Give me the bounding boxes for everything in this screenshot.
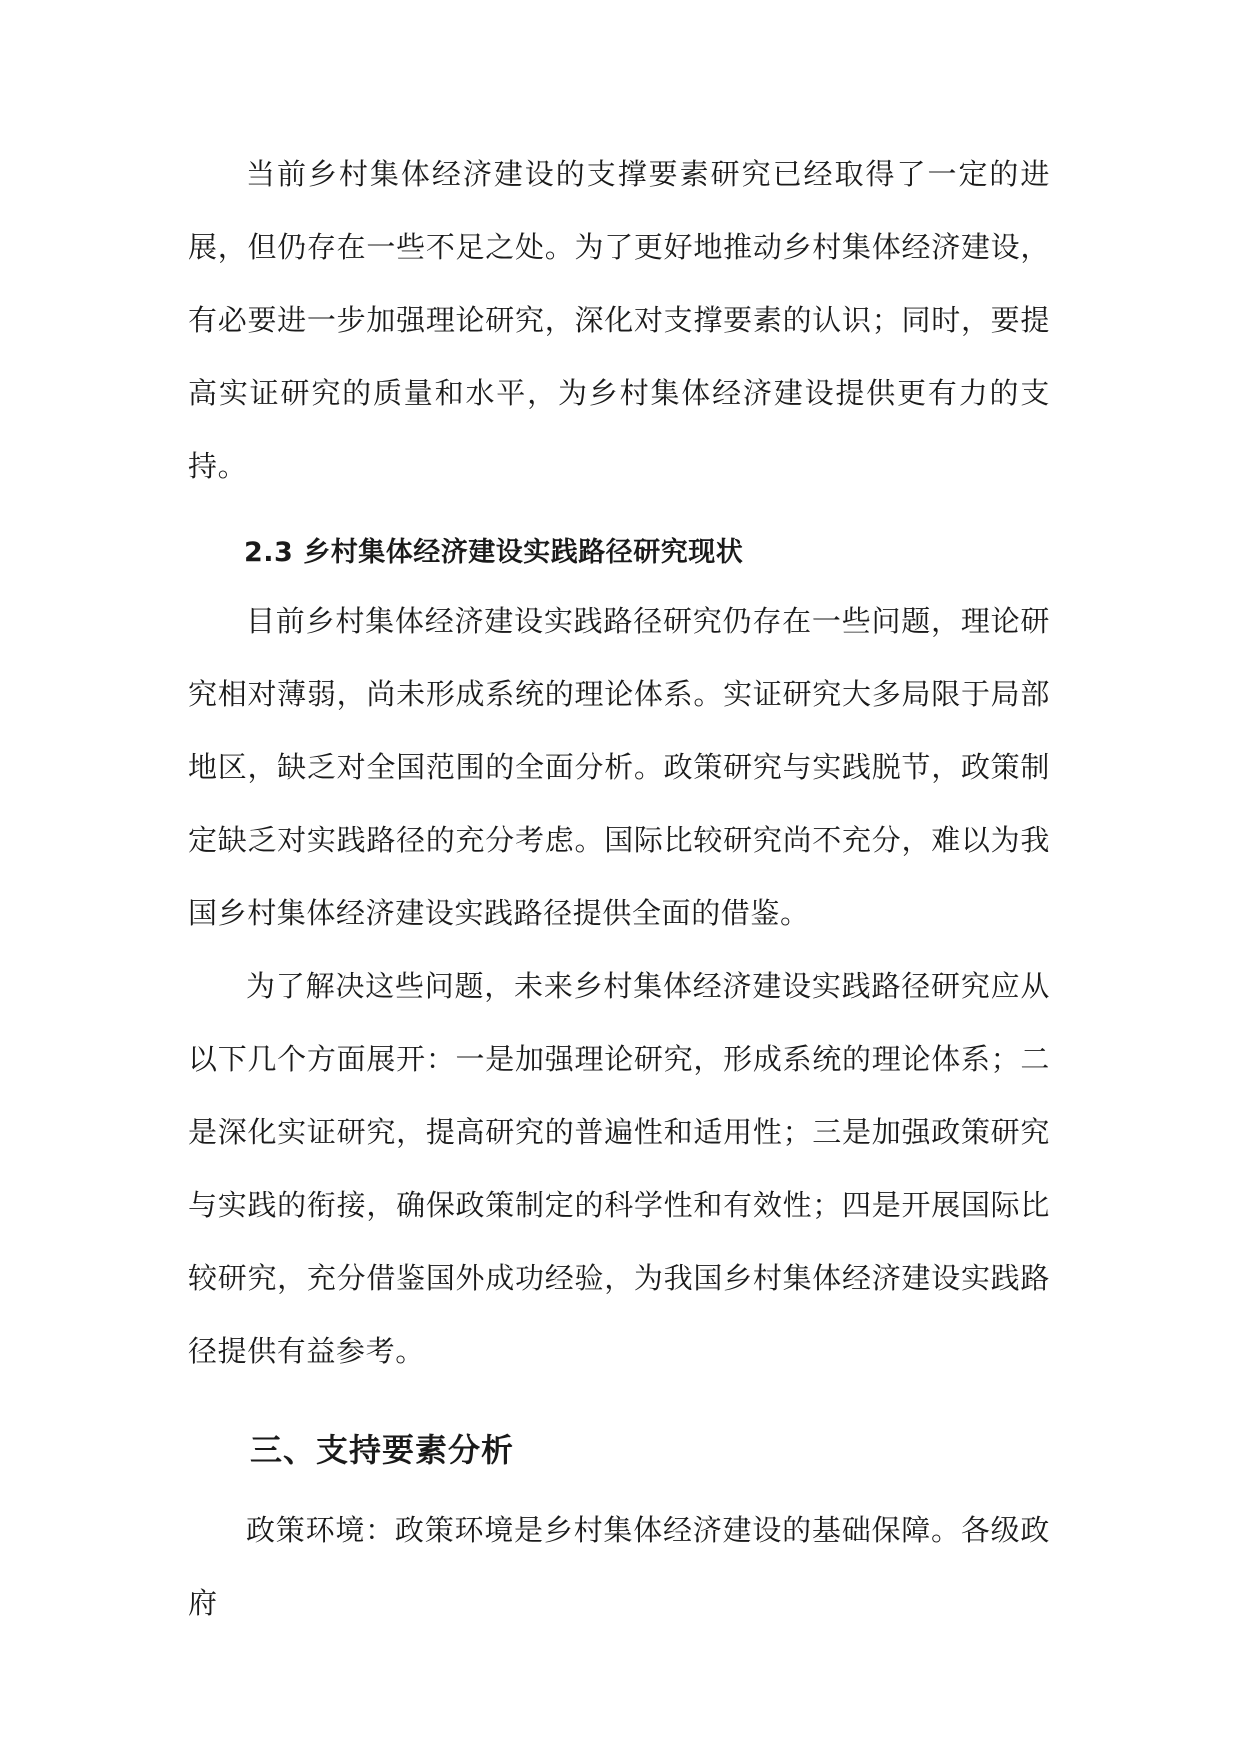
chapter-heading-3: 三、支持要素分析 [250,1431,515,1469]
paragraph-policy-environment: 政策环境：政策环境是乡村集体经济建设的基础保障。各级政府 [188,1513,1050,1620]
section-heading-2-3: 2.3 乡村集体经济建设实践路径研究现状 [244,537,744,568]
paragraph-support-elements-summary: 当前乡村集体经济建设的支撑要素研究已经取得了一定的进展，但仍存在一些不足之处。为了更好地推动乡村集体经济建设，有必要进一步加强理论研究，深化对支撑要素的认识；同时，要提高实证研究的质量和水平，为乡村集体经济建设提供更有力的支持。 [188,157,1050,483]
paragraph-future-research-directions: 为了解决这些问题，未来乡村集体经济建设实践路径研究应从以下几个方面展开：一是加强理论研究，形成系统的理论体系；二是深化实证研究，提高研究的普遍性和适用性；三是加强政策研究与实践的衔接，确保政策制定的科学性和有效性；四是开展国际比较研究，充分借鉴国外成功经验，为我国乡村集体经济建设实践路径提供有益参考。 [188,969,1050,1368]
document-body [188,138,1050,1640]
paragraph-practice-path-problems: 目前乡村集体经济建设实践路径研究仍存在一些问题，理论研究相对薄弱，尚未形成系统的理论体系。实证研究大多局限于局部地区，缺乏对全国范围的全面分析。政策研究与实践脱节，政策制定缺乏对实践路径的充分考虑。国际比较研究尚不充分，难以为我国乡村集体经济建设实践路径提供全面的借鉴。 [188,604,1050,930]
